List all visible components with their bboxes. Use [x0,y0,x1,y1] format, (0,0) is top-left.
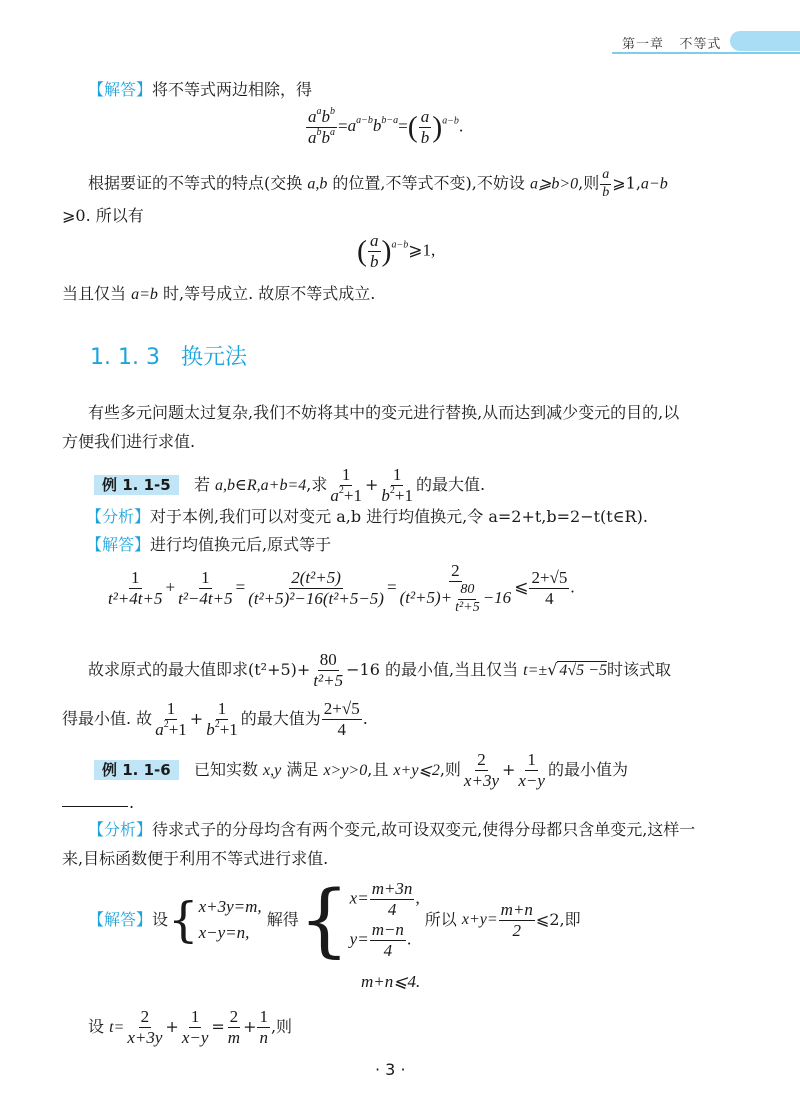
conclusion-1: 当且仅当 a=b 时,等号成立. 故原不等式成立. [62,284,376,303]
page-number: · 3 · [375,1060,406,1079]
running-header [622,33,721,52]
analysis-1-1-6-line-2: 来,目标函数便于利用不等式进行求值. [62,849,329,868]
analysis-1-1-5: 【分析】对于本例,我们可以对变元 a,b 进行均值换元,令 a=2+t,b=2−t(t∈R). [86,507,648,526]
equation-1: $\frac{a^ab^b}{a^bb^a}$ $=a^{a-b}b^{b-a}=$( $\frac{a}{b}$ )$^{a-b}$. [308,106,464,147]
analysis-1-1-6-line-1: 【分析】待求式子的分母均含有两个变元,故可设双变元,使得分母都只含单变元,这样一 [88,820,696,839]
answer-tag: 【解答】 [88,80,153,99]
header-accent-bar [730,31,800,51]
final-1-1-5-line-1: 故求原式的最大值即求(t²+5)+ $\frac{80}{\text{t²+5}}$ −16 的最小值,当且仅当 t=±√ 4√5 −5时该式取 [88,650,671,690]
final-1-1-5-line-2: 得最小值. 故 $\frac{1}{a^2+1}$ + $\frac{1}{b^2+1}$ 的最大值为 $\frac{2+√5}{4}$ . [62,699,368,739]
answer-paragraph-1 [88,80,312,100]
paragraph-2-line-1: 根据要证的不等式的特点(交换 a,b 的位置,不等式不变),不妨设 a⩾b>0,则 $\frac{a}{b}$ ⩾1,a−b [88,167,668,200]
section-heading [90,340,247,371]
example-badge: 例 1. 1-6 [94,760,179,780]
inequality-m-n: m+n⩽4. [361,972,421,991]
answer-1-1-6: 【解答】设{ x+3y=m, x−y=n, 解得{ x= $\frac{m+3n}{4}$ , y= $\frac{m-n}{4}$ . 所以 x+y= $\frac{m+n}{2}$ ⩽2,即 [88,873,581,966]
answer-1-1-5: 【解答】进行均值换元后,原式等于 [86,535,332,554]
answer-text: 将不等式两边相除，得 [152,80,313,99]
answer-blank [62,806,128,807]
section-title: 换元法 [180,345,247,370]
section-intro-line-2: 方便我们进行求值. [62,432,196,451]
section-number: 1. 1. 3 [90,345,160,370]
derivation-1-1-5: $\frac{1}{\text{t²+4t+5}}$ + $\frac{1}{\text{t²−4t+5}}$ = $\frac{\text{2(t²+5)}}{\text{(t²+5)²−16(t²+5−5)}}$ = 2 (t²+5)+ $\frac{80}{\text{t²+5}}$ −16 ⩽ $\frac{2+√5}{4}$ . [108,561,575,615]
header-rule [612,52,800,54]
equation-2: ( $\frac{a}{b}$ )$^{a-b}$⩾1, [357,231,436,271]
section-intro-line-1: 有些多元问题太过复杂,我们不妨将其中的变元进行替换,从而达到减少变元的目的,以 [88,403,680,422]
example-badge: 例 1. 1-5 [94,475,179,495]
chapter-title: 不等式 [679,37,722,52]
example-1-1-5: 例 1. 1-5 若 a,b∈R,a+b=4,求 $\frac{1}{a^2+1}$ + $\frac{1}{b^2+1}$ 的最大值. [94,466,485,505]
chapter-label: 第一章 [622,37,665,52]
example-1-1-6: 例 1. 1-6 已知实数 x,y 满足 x>y>0,且 x+y⩽2,则 $\frac{2}{x+3y}$ + $\frac{1}{x-y}$ 的最小值为 [94,751,628,790]
answer-blank-period: . [129,793,135,812]
paragraph-2-line-2: ⩾0. 所以有 [62,206,144,225]
let-t-line: 设 t= $\frac{2}{x+3y}$ + $\frac{1}{x-y}$ = $\frac{2}{m}$ + $\frac{1}{n}$ ,则 [88,1007,293,1047]
